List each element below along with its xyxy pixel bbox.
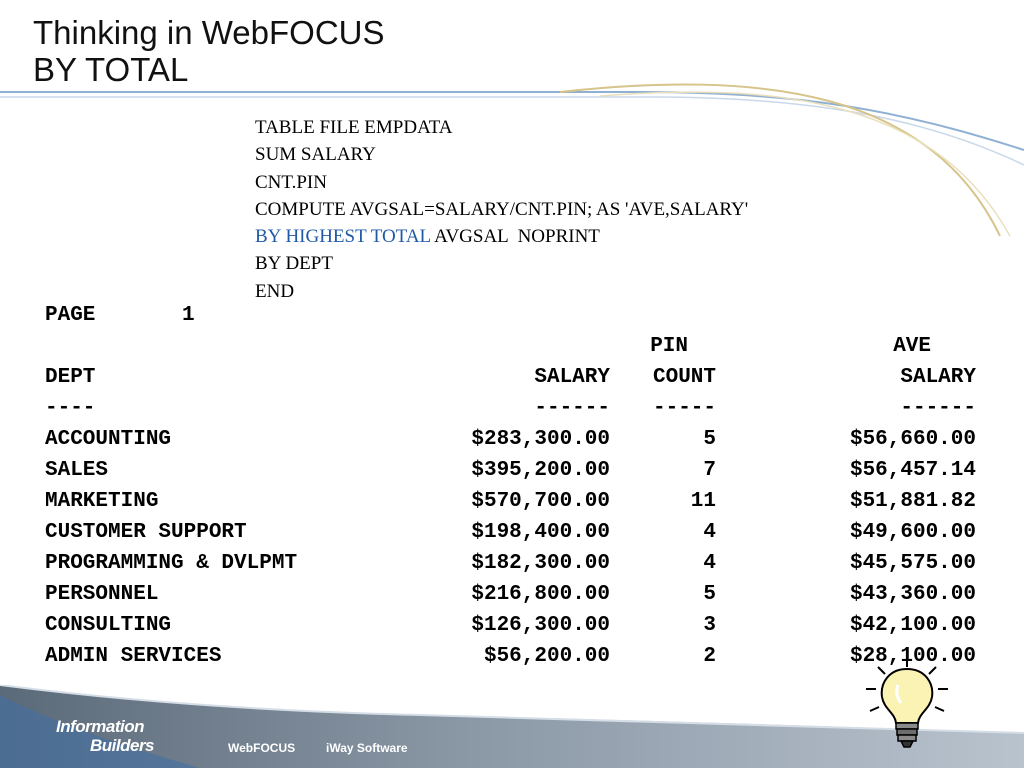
underline-ave: ------ (900, 397, 976, 420)
cell-count: 3 (703, 614, 716, 637)
table-row (0, 521, 1024, 551)
header-dept: DEPT (45, 366, 96, 389)
cell-dept: ACCOUNTING (45, 428, 172, 451)
cell-count: 11 (690, 490, 716, 513)
cell-salary: $182,300.00 (471, 552, 610, 575)
slide-title: Thinking in WebFOCUS (33, 14, 385, 51)
cell-ave: $51,881.82 (849, 490, 976, 513)
code-line: COMPUTE AVGSAL=SALARY/CNT.PIN; AS 'AVE,SALARY' (255, 198, 749, 220)
cell-dept: CONSULTING (45, 614, 172, 637)
cell-dept: SALES (45, 459, 109, 482)
cell-dept: PROGRAMMING & DVLPMT (45, 552, 298, 575)
cell-count: 2 (703, 645, 716, 668)
cell-count: 4 (703, 552, 716, 575)
table-row (0, 428, 1024, 458)
by-highest-keyword: BY HIGHEST TOTAL (255, 226, 431, 248)
cell-count: 5 (703, 428, 716, 451)
cell-dept: ADMIN SERVICES (45, 645, 222, 668)
slide-subtitle: BY TOTAL (33, 51, 189, 88)
logo-builders: Builders (90, 736, 155, 755)
header-salary: SALARY (534, 366, 610, 389)
page-label: PAGE (45, 304, 96, 327)
by-highest-rest: AVGSAL NOPRINT (430, 226, 600, 248)
report-page-row (0, 304, 1024, 334)
cell-count: 7 (703, 459, 716, 482)
header-count-top: PIN (650, 335, 688, 358)
table-row (0, 552, 1024, 582)
table-row (0, 583, 1024, 613)
code-line: BY DEPT (255, 253, 333, 275)
code-line: CNT.PIN (255, 171, 327, 193)
cell-salary: $126,300.00 (471, 614, 610, 637)
code-line: TABLE FILE EMPDATA (255, 117, 453, 138)
code-block (255, 114, 748, 305)
header-count: COUNT (652, 366, 716, 389)
cell-ave: $28,100.00 (849, 645, 976, 668)
table-row (0, 459, 1024, 489)
cell-ave: $42,100.00 (849, 614, 976, 637)
footer-link-iway[interactable]: iWay Software (326, 741, 408, 755)
cell-count: 5 (703, 583, 716, 606)
header-ave-salary: SALARY (900, 366, 976, 389)
cell-dept: CUSTOMER SUPPORT (45, 521, 247, 544)
table-row (0, 614, 1024, 644)
report-header-top (0, 335, 1024, 365)
table-row (0, 490, 1024, 520)
cell-ave: $56,457.14 (849, 459, 976, 482)
footer-link-webfocus[interactable]: WebFOCUS (228, 741, 296, 755)
logo-information: Information (56, 717, 144, 736)
cell-ave: $56,660.00 (849, 428, 976, 451)
cell-ave: $49,600.00 (849, 521, 976, 544)
page-number: 1 (182, 304, 195, 327)
underline-salary: ------ (534, 397, 610, 420)
cell-salary: $570,700.00 (471, 490, 610, 513)
cell-dept: PERSONNEL (45, 583, 159, 606)
cell-salary: $283,300.00 (471, 428, 610, 451)
lightbulb-icon (862, 655, 952, 750)
cell-count: 4 (703, 521, 716, 544)
cell-ave: $43,360.00 (849, 583, 976, 606)
code-line: SUM SALARY (255, 144, 376, 166)
cell-salary: $216,800.00 (471, 583, 610, 606)
header-ave-top: AVE (893, 335, 931, 358)
underline-count: ----- (652, 397, 716, 420)
cell-dept: MARKETING (45, 490, 159, 513)
cell-salary: $56,200.00 (483, 645, 610, 668)
cell-ave: $45,575.00 (849, 552, 976, 575)
code-line: END (255, 280, 295, 302)
report-header (0, 366, 1024, 396)
underline-dept: ---- (45, 397, 96, 420)
cell-salary: $198,400.00 (471, 521, 610, 544)
code-line-by-highest (255, 223, 748, 250)
report-underline (0, 397, 1024, 427)
cell-salary: $395,200.00 (471, 459, 610, 482)
